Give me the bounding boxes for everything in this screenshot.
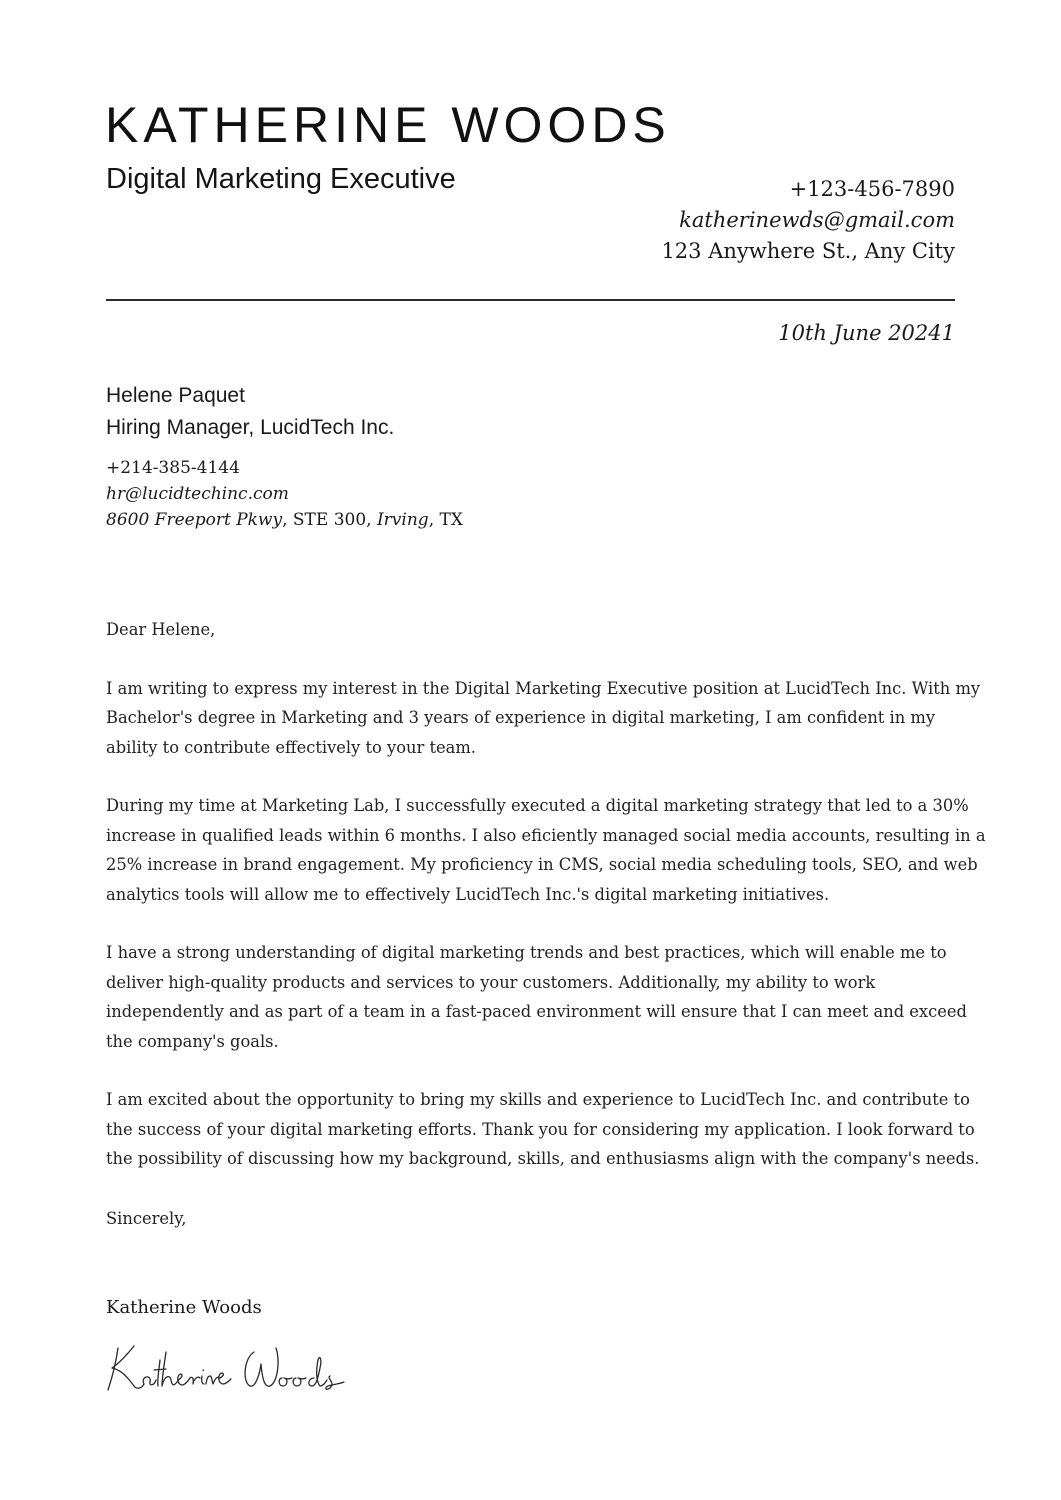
body-line: analytics tools will allow me to effectively LucidTech Inc.'s digital marketing initiatives.: [106, 884, 830, 904]
address-separator: ,: [282, 510, 293, 530]
signer-name: Katherine Woods: [106, 1297, 262, 1318]
body-line: I am excited about the opportunity to bring my skills and experience to LucidTech Inc. and contribute to: [106, 1090, 970, 1110]
recipient-street: 8600 Freeport Pkwy: [106, 510, 283, 530]
body-line: the company's goals.: [106, 1031, 279, 1051]
letter-date: 10th June 20241: [778, 321, 955, 345]
body-line: the possibility of discussing how my background, skills, and enthusiasms align with the company's needs.: [106, 1149, 980, 1169]
body-paragraph-1: [106, 674, 1006, 762]
body-paragraph-4: [106, 1085, 1006, 1173]
header-divider: [106, 299, 955, 301]
body-line: I have a strong understanding of digital marketing trends and best practices, which will enable me to: [106, 943, 947, 963]
body-line: deliver high-quality products and services to your customers. Additionally, my ability to work: [106, 972, 876, 992]
applicant-contact: [661, 174, 955, 267]
recipient-title: Hiring Manager, LucidTech Inc.: [106, 416, 395, 439]
applicant-address-text: 123 Anywhere St., Any City: [661, 239, 955, 263]
body-line: the success of your digital marketing efforts. Thank you for considering my application. I look forward to: [106, 1119, 975, 1139]
applicant-phone: +123-456-7890: [789, 177, 955, 201]
body-paragraph-2: [106, 791, 1006, 909]
recipient-name: Helene Paquet: [106, 384, 245, 407]
address-separator: ,: [428, 510, 440, 530]
address-separator: ,: [366, 510, 377, 530]
recipient-state: TX: [439, 510, 463, 530]
applicant-email: katherinewds@gmail.com: [679, 208, 955, 232]
recipient-block: [106, 380, 463, 533]
recipient-address: [106, 507, 463, 533]
body-line: independently and as part of a team in a fast-paced environment will ensure that I can meet and exceed: [106, 1002, 967, 1022]
body-line: Bachelor's degree in Marketing and 3 years of experience in digital marketing, I am confident in my: [106, 708, 936, 728]
applicant-role: Digital Marketing Executive: [106, 163, 456, 195]
recipient-phone: +214-385-4144: [106, 458, 240, 478]
recipient-email: hr@lucidtechinc.com: [106, 484, 289, 504]
letter-body: [106, 615, 1006, 1203]
body-line: increase in qualified leads within 6 months. I also eficiently managed social media accounts, resulting in a: [106, 825, 986, 845]
body-line: During my time at Marketing Lab, I successfully executed a digital marketing strategy that led to a 30%: [106, 796, 969, 816]
applicant-name: KATHERINE WOODS: [105, 97, 671, 153]
recipient-suite: STE 300: [292, 510, 367, 530]
body-paragraph-3: [106, 938, 1006, 1056]
salutation: Dear Helene,: [106, 620, 216, 639]
closing: Sincerely,: [106, 1209, 187, 1228]
signature-icon: [104, 1338, 364, 1398]
body-line: ability to contribute effectively to your team.: [106, 737, 476, 757]
applicant-address: [661, 236, 955, 267]
body-line: 25% increase in brand engagement. My proficiency in CMS, social media scheduling tools, SEO, and web: [106, 855, 978, 875]
recipient-city: Irving: [376, 510, 429, 530]
recipient-contact: [106, 455, 463, 533]
body-line: I am writing to express my interest in the Digital Marketing Executive position at LucidTech Inc. With my: [106, 678, 981, 698]
